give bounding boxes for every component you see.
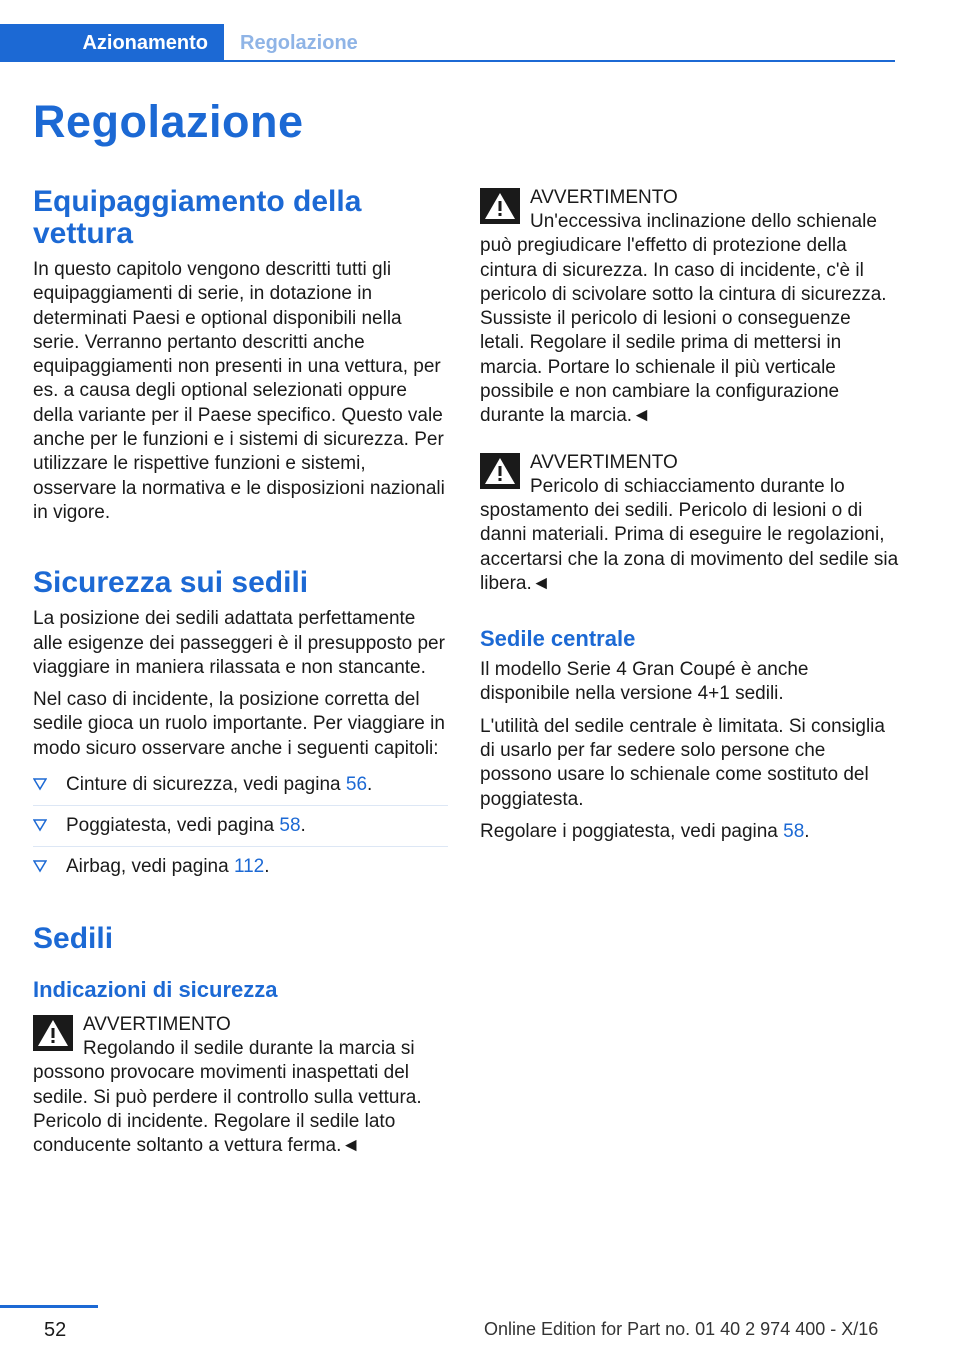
warning-block-3 bbox=[480, 451, 900, 596]
section-body-sedile-centrale-3 bbox=[480, 820, 900, 844]
tab-regolazione[interactable]: Regolazione bbox=[240, 32, 358, 54]
section-title-sicurezza: Sicurezza sui sedili bbox=[33, 566, 309, 600]
warning-title: AVVERTIMENTO bbox=[530, 187, 678, 208]
section-body-sedile-centrale-1: Il modello Serie 4 Gran Coupé è anche disponibile nella versione 4+1 sedili. bbox=[480, 659, 809, 705]
list-item-text: Cinture di sicurezza, vedi pagina bbox=[66, 774, 346, 796]
triangle-bullet-icon bbox=[33, 777, 47, 791]
warning-icon bbox=[480, 453, 520, 489]
section-title-equipaggiamento: Equipaggiamento della vettura bbox=[33, 185, 362, 250]
page-number: 52 bbox=[44, 1319, 67, 1341]
list-item-text: Airbag, vedi pagina bbox=[66, 856, 234, 878]
warning-text: Pericolo di schiacciamento durante lo spostamento dei sedili. Pericolo di lesioni o di danni materiali. Prima di eseguire le regolazioni, accertarsi che la zona di movimento del sedile sia libera.◄ bbox=[480, 475, 899, 594]
related-chapters-list bbox=[33, 773, 448, 887]
list-item-text: Poggiatesta, vedi pagina bbox=[66, 815, 280, 837]
page-title: Regolazione bbox=[33, 96, 304, 147]
header-tab-bar bbox=[0, 24, 895, 62]
warning-text: Un'eccessiva inclinazione dello schienale può pregiudicare l'effetto di protezione della cintura di sicurezza. In caso di incidente, c'è il pericolo di scivolare sotto la cintura di sicurezza. Sussiste il pericolo di lesioni o conseguenze letali. Regolare il sedile prima di mettersi in marcia. Portare lo schienale il più verticale possibile e non cambiare la configurazione durante la marcia.◄ bbox=[480, 211, 887, 427]
warning-icon bbox=[480, 188, 520, 224]
section-body-sicurezza-2: Nel caso di incidente, la posizione corretta del sedile gioca un ruolo importante. Per viaggiare in modo sicuro osservare anche i seguenti capitoli: bbox=[33, 689, 445, 759]
warning-text: Regolando il sedile durante la marcia si possono provocare movimenti inaspettati del sedile. Si può perdere il controllo sulla vettura. Pericolo di incidente. Regolare il sedile lato conducente soltanto a vettura ferma.◄ bbox=[33, 1038, 422, 1157]
tab-azionamento[interactable]: Azionamento bbox=[0, 24, 224, 62]
list-item bbox=[33, 814, 448, 847]
section-body-sedile-centrale-2: L'utilità del sedile centrale è limitata. Si consiglia di usarlo per far sedere solo persone che possono usare lo schienale come sostituto del poggiatesta. bbox=[480, 715, 885, 810]
list-item-end: . bbox=[264, 856, 270, 878]
triangle-bullet-icon bbox=[33, 818, 47, 832]
warning-block-1 bbox=[33, 1013, 448, 1158]
warning-icon bbox=[33, 1015, 73, 1051]
list-item bbox=[33, 855, 448, 887]
body-text-end: . bbox=[804, 820, 810, 842]
section-body-sicurezza-1: La posizione dei sedili adattata perfettamente alle esigenze dei passeggeri è il presupposto per viaggiare in maniera rilassata e non stancante. bbox=[33, 608, 445, 678]
section-body-equipaggiamento: In questo capitolo vengono descritti tutti gli equipaggiamenti di serie, in dotazione in determinati Paesi e optional disponibili nella serie. Verranno pertanto descritti anche equipaggiamenti non presenti in una vettura, per es. a causa degli optional selezionati oppure della variante per il Paese specifico. Questo vale anche per le funzioni e i sistemi di sicurezza. Per utilizzare le rispettive funzioni e sistemi, osservare la normativa e le disposizioni nazionali in vigore. bbox=[33, 259, 445, 523]
body-text: Regolare i poggiatesta, vedi pagina bbox=[480, 820, 784, 842]
right-column bbox=[480, 186, 900, 844]
warning-title: AVVERTIMENTO bbox=[83, 1014, 231, 1036]
page-link[interactable]: 112 bbox=[233, 856, 265, 878]
footer-accent-line bbox=[0, 1305, 98, 1308]
page-link[interactable]: 58 bbox=[783, 820, 805, 842]
left-column bbox=[33, 186, 448, 1159]
subsection-title-sedile-centrale: Sedile centrale bbox=[480, 626, 636, 652]
page-link[interactable]: 56 bbox=[345, 774, 368, 796]
warning-block-2 bbox=[480, 186, 900, 429]
page-link[interactable]: 58 bbox=[279, 815, 301, 837]
subsection-title-indicazioni: Indicazioni di sicurezza bbox=[33, 977, 278, 1003]
list-item-end: . bbox=[367, 774, 373, 796]
warning-title: AVVERTIMENTO bbox=[530, 451, 678, 473]
list-item bbox=[33, 773, 448, 806]
footer-edition: Online Edition for Part no. 01 40 2 974 400 - X/16 bbox=[484, 1319, 879, 1339]
section-title-sedili: Sedili bbox=[33, 922, 114, 956]
list-item-end: . bbox=[300, 815, 306, 837]
triangle-bullet-icon bbox=[33, 859, 47, 873]
